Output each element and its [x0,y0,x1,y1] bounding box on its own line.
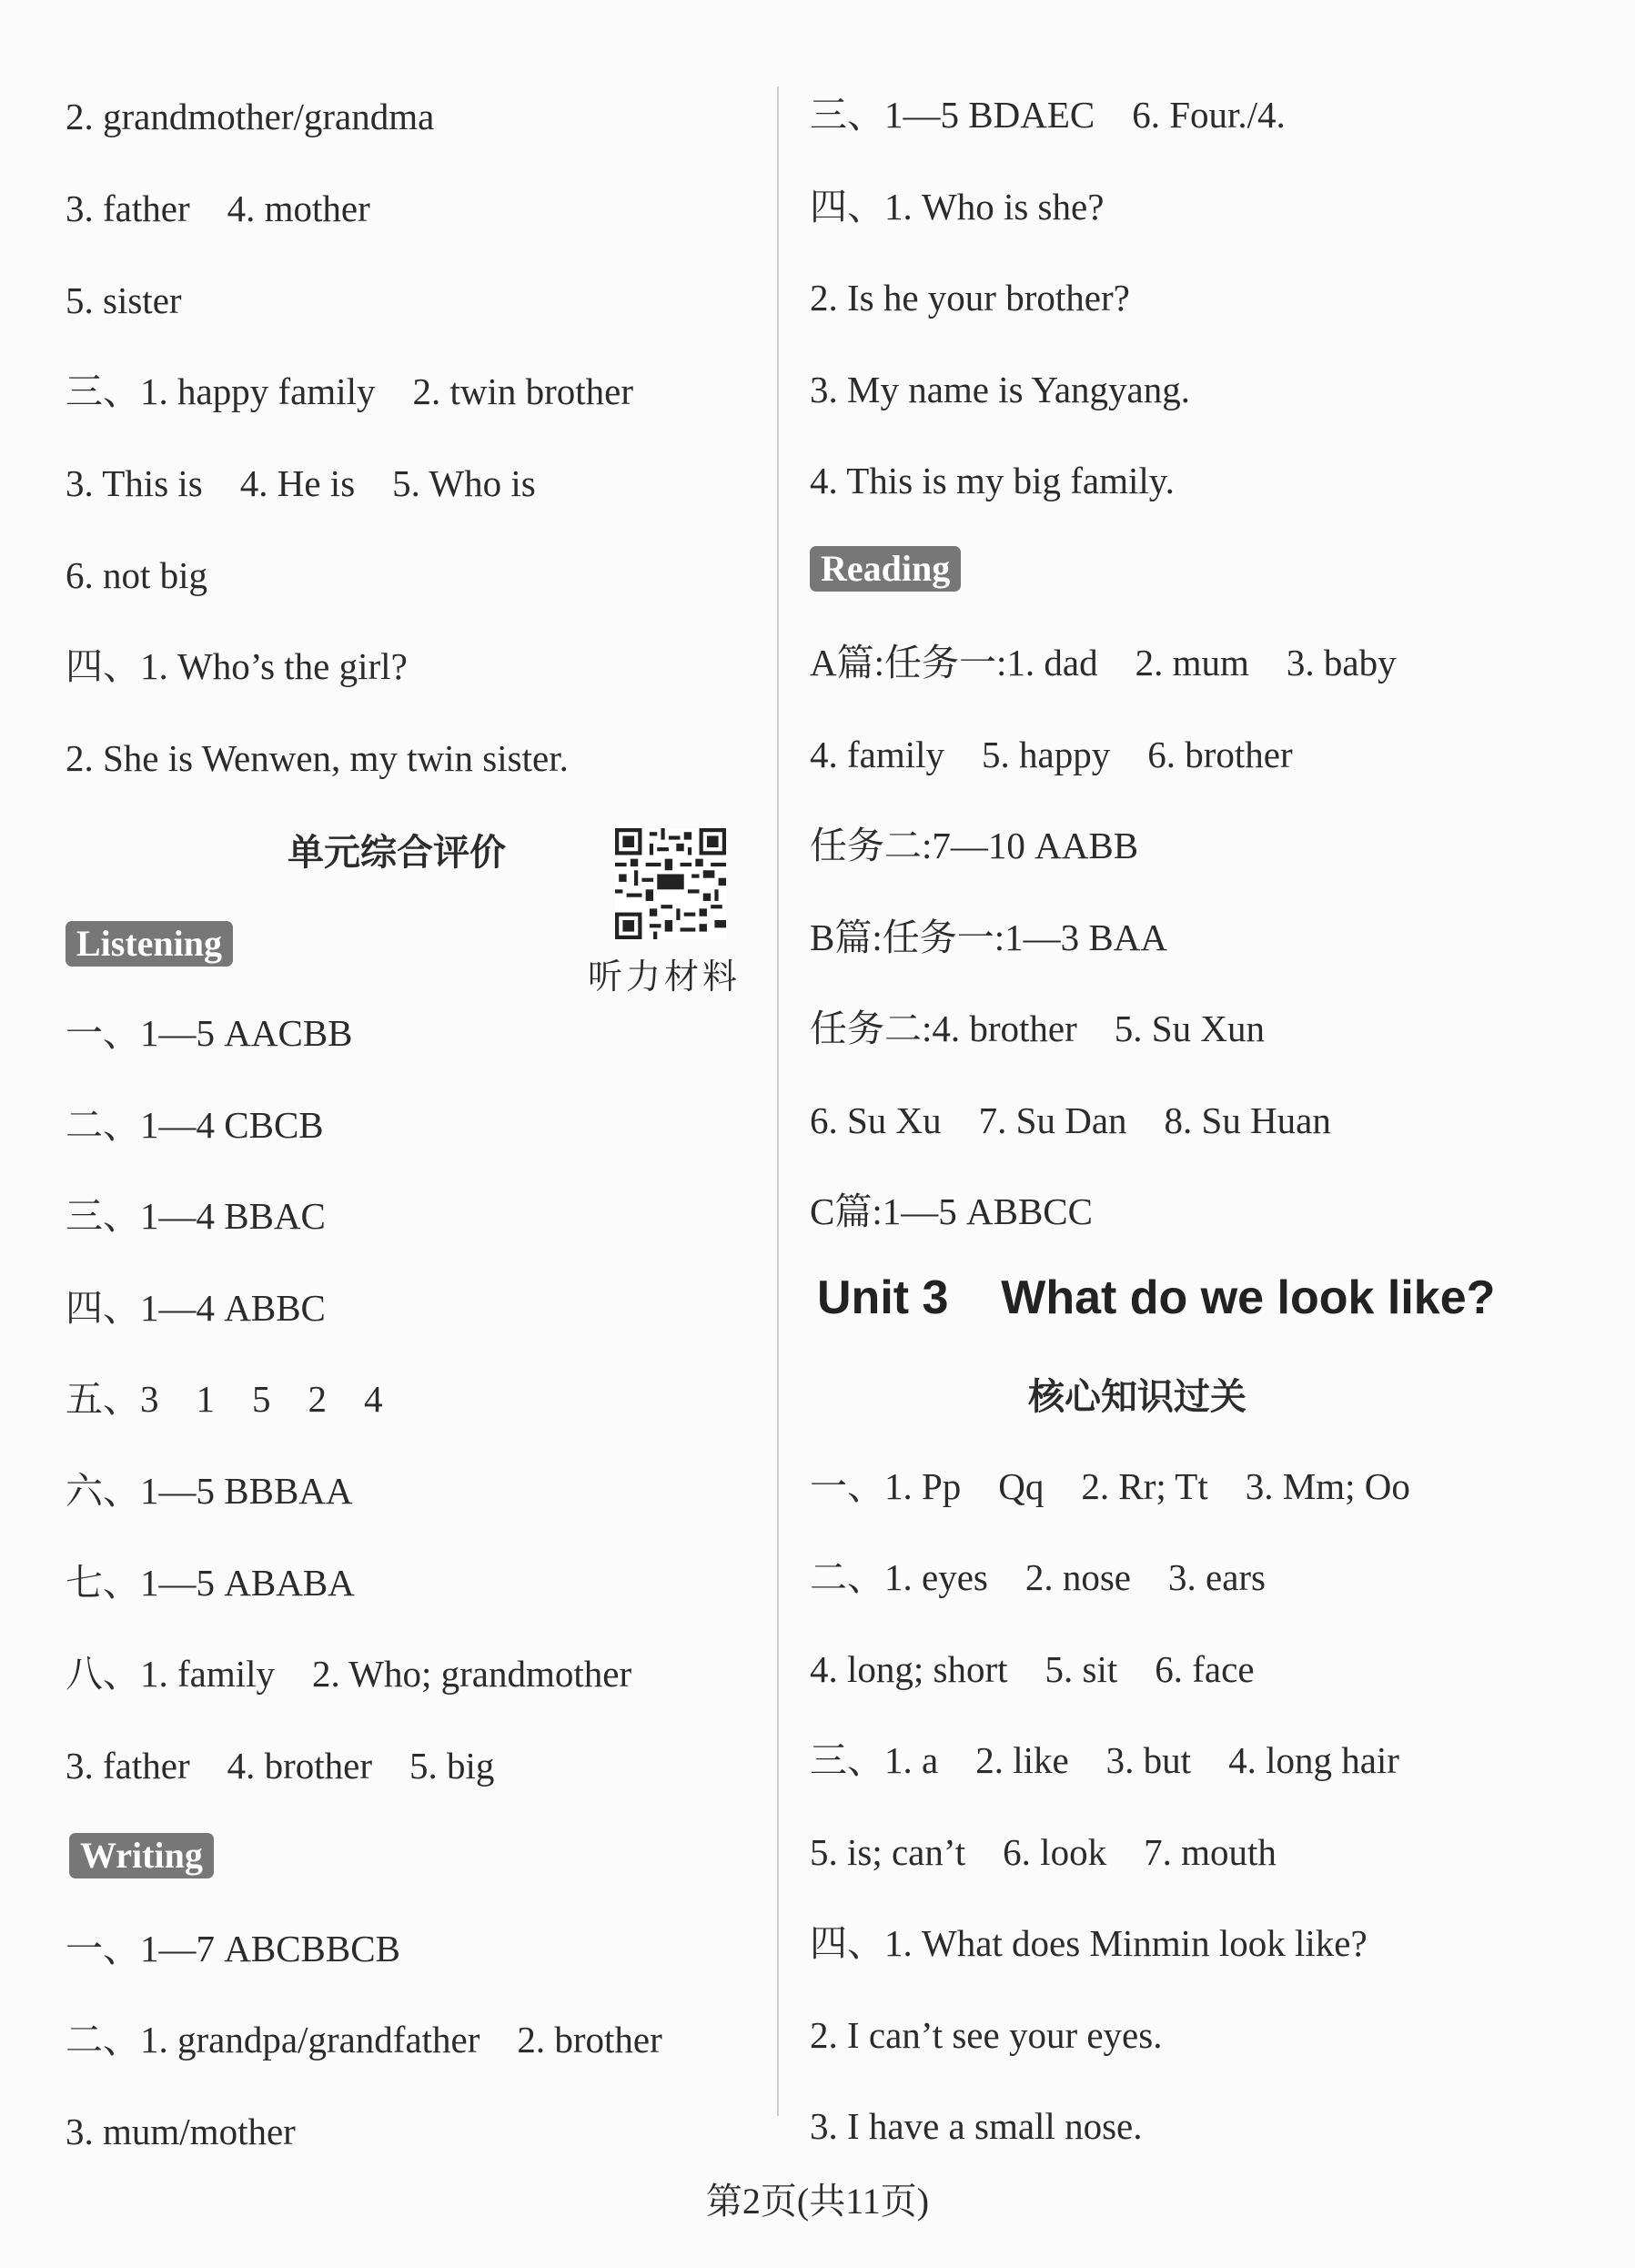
answer-line: 三、1. a 2. like 3. but 4. long hair [810,1739,1399,1781]
answer-line: 五、3 1 5 2 4 [66,1378,383,1420]
qr-code-icon [615,828,726,939]
page-footer: 第2页(共11页) [705,2181,930,2222]
answer-line: 四、1. What does Minmin look like? [810,1922,1368,1964]
answer-line: 3. My name is Yangyang. [810,369,1190,410]
writing-label: Writing [69,1833,214,1878]
answer-line: 四、1—4 ABBC [66,1287,326,1329]
answer-line: 2. I can’t see your eyes. [810,2014,1163,2056]
answer-line: 二、1. grandpa/grandfather 2. brother [66,2019,662,2060]
answer-line: 3. father 4. mother [66,187,370,229]
answer-line: 任务二:7—10 AABB [810,825,1139,866]
answer-line: 6. not big [66,554,208,596]
answer-line: 5. sister [66,279,182,321]
qr-label: 听力材料 [588,957,742,997]
answer-line: 四、1. Who’s the girl? [66,645,408,687]
answer-line: 4. long; short 5. sit 6. face [810,1648,1255,1690]
unit-title: Unit 3 What do we look like? [817,1271,1496,1324]
answer-line: 二、1—4 CBCB [66,1104,324,1146]
answer-line: 5. is; can’t 6. look 7. mouth [810,1831,1277,1873]
answer-line: 二、1. eyes 2. nose 3. ears [810,1556,1267,1598]
answer-line: 三、1—4 BBAC [66,1195,326,1237]
answer-line: 2. Is he your brother? [810,277,1130,319]
section-title: 单元综合评价 [288,832,506,874]
reading-label: Reading [810,546,961,592]
answer-line: 七、1—5 ABABA [66,1562,355,1604]
answer-line: 三、1—5 BDAEC 6. Four./4. [810,94,1286,136]
answer-line: 2. grandmother/grandma [66,96,435,137]
answer-line: 3. I have a small nose. [810,2105,1143,2147]
answer-line: 3. mum/mother [66,2111,296,2152]
answer-line: 任务二:4. brother 5. Su Xun [810,1007,1265,1049]
answer-line: 2. She is Wenwen, my twin sister. [66,737,569,779]
answer-line: 3. father 4. brother 5. big [66,1745,495,1787]
answer-line: 4. This is my big family. [810,460,1175,501]
answer-line: 四、1. Who is she? [810,186,1105,228]
answer-line: 六、1—5 BBBAA [66,1470,353,1512]
column-divider [777,86,779,2116]
answer-line: A篇:任务一:1. dad 2. mum 3. baby [810,642,1397,683]
answer-line: 6. Su Xu 7. Su Dan 8. Su Huan [810,1099,1331,1141]
answer-line: 4. family 5. happy 6. brother [810,734,1293,775]
answer-line: 3. This is 4. He is 5. Who is [66,462,536,504]
answer-line: 一、1—7 ABCBBCB [66,1928,400,1969]
answer-line: 一、1. Pp Qq 2. Rr; Tt 3. Mm; Oo [810,1465,1410,1507]
answer-line: 八、1. family 2. Who; grandmother [66,1653,632,1695]
answer-line: C篇:1—5 ABBCC [810,1190,1093,1232]
listening-label: Listening [66,921,233,967]
answer-line: B篇:任务一:1—3 BAA [810,916,1167,958]
answer-line: 三、1. happy family 2. twin brother [66,370,634,412]
answer-line: 一、1—5 AACBB [66,1012,353,1054]
unit-subtitle: 核心知识过关 [1028,1376,1246,1418]
